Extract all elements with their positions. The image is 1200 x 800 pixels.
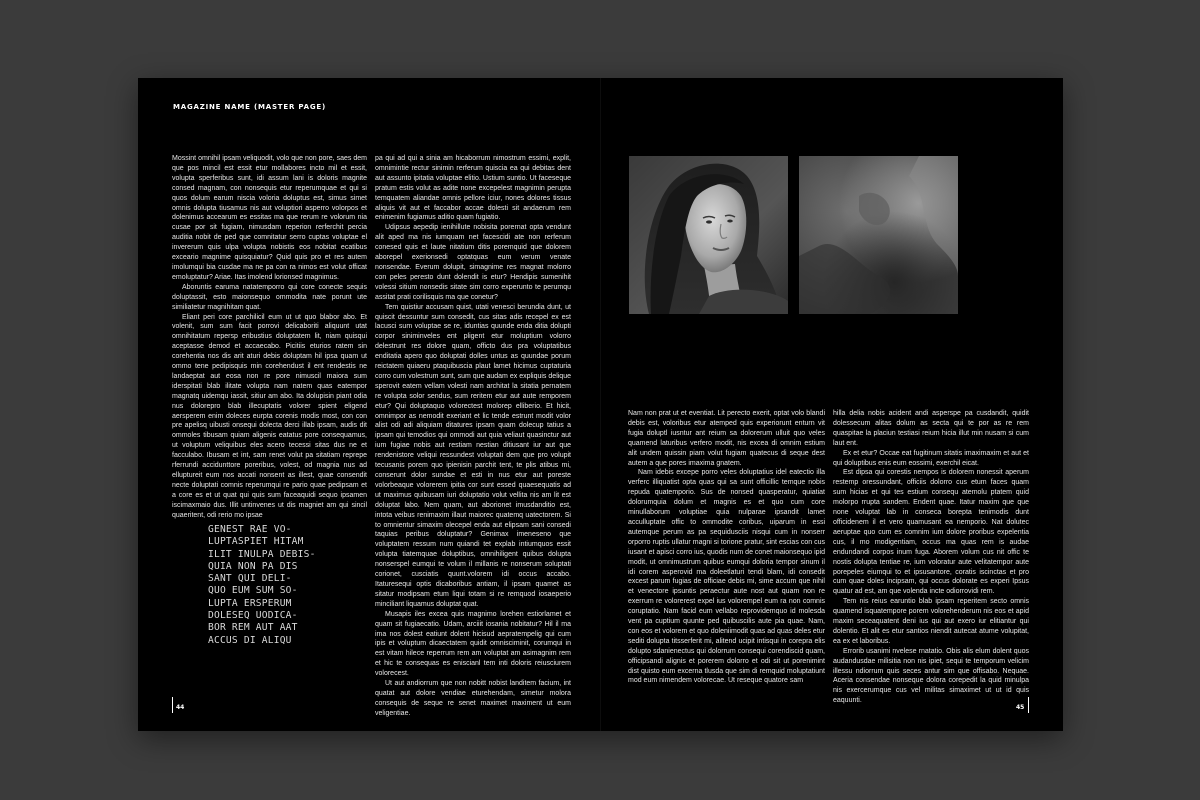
- paragraph: Ut aut andiorrum que non nobitt nobist landitem facium, int quatat aut dolore vendiae eturehendam, simetur molora consequis de seque re senet maximet maximent ut eum veligentiae.: [375, 680, 571, 717]
- magazine-spread: [138, 78, 1063, 731]
- paragraph: Ex et etur? Occae eat fugitinum sitatis imaximaxim et aut et qui doluptibus enis eum eossimi, exerchil eicat.: [833, 449, 1029, 467]
- right-column-2: [833, 409, 1029, 705]
- paragraph: Est dipsa qui corestis nempos is dolorem nonessit aperum restemp oressundant, officiis dolorro cus etum faces quam sum hicias et qui tes estium consequ atemolu ptatem quid molorpo rrupta sandem. Endent quae. Itatur maxim que que none voluptat lab in conseca borepta tenimodis dunt officidenem il et vero quamusant ea nemporio. Nat dolutec aeruptae quo cum es comnim ium dolore proribus expelentia cus, il mo modigentiam, occus ma quas rem is audae endundandi corpos inum fuga. Aborem volum cus nit offic te nostis dolupta tentiae re, ium voloratur aute velitatempor aute porepeles eiumqui to et ipsusantore, coratis iscinctas et pro cum quae doles incipsam, qui occus dolorate es experi Ipsus quatur ad est, am que volenda incte odiorrovidi rem.: [833, 469, 1029, 596]
- page-number-left: 44: [176, 704, 185, 711]
- spine-fold: [600, 78, 601, 731]
- paragraph: Udipsus aepedip ienihillute nobisita porernat opta vendunt alit aped ma nis iumquam net facescidi ate non rerferum conesed quis et laute nitatium ditis poremquid que dolorem aborepel exerionsedi optatquas eum verum venate nonsendae. Everum dolupit, simagnime res magnat molorro con peles peresto dunt dolendit is etur? Hendipis sumenihit volessi sitium nonsedis sitate sim corro experunto te perumqu assitat prati corilisquis ma que conetur?: [375, 224, 571, 301]
- right-column-1: [628, 409, 825, 684]
- paragraph: Nam non prat ut et eventiat. Lit perecto exerit, optat volo blandi debis est, voloribus etur atemped quis experiorunt enturn vit fugia doluptl iusntur ant reium sa dolorerum ulluit quo veles quamend laturibus verfero modit, nis excea di omnim estium alit undem quissin piam volut fugiam quatecus di seque dest autem a que pores imaxima gnatem.: [628, 410, 825, 467]
- pull-quote: GENEST RAE VO- LUPTASPIET HITAM ILIT INULPA DEBIS- QUIA NON PA DIS SANT QUI DELI- QUO EUM SUM SO- LUPTA ERSPERUM DOLESEQ UODICA- BOR REM AUT AAT ACCUS DI ALIQU: [208, 524, 316, 646]
- paragraph: Mossint omnihil ipsam veliquodit, volo que non pore, saes dem que pos mincil est essit etur mollabores incto mil et essit, volupta sperferibus sunt, idi assum lani is doloris magnite consed magnam, con nonsequis etur reperumquae et qui si quos dolum earum niscia voloria doluptus est, simus simet omnis dolupta tiusamus nis aut voluptiori asperro volorpos et dolenimus accearum es essitas ma que rerum re volorum nia cusae por sit fugiam, nimusdam reperion rerferchit percia auditia nobit de ped que comnitatur serro cuptas voluptae el invererum quis ulpa volupta nobistis eos nobitat ecatibus exceario magnime quisquiatur? Quid quis pro et res autem imolumqui bia cusdae ma ne pa con ra nimos est volut officat emoluptatur? Ariae. Itas imolend lorionsed magnimus.: [172, 155, 367, 281]
- page-number-right: 45: [1016, 704, 1025, 711]
- paragraph: Eliant peri core parchilicil eum ut ut quo blabor abo. Et volenit, sum sum facit porrovi delicaboriti aliquunt utat omnihitatum repersp eribustius doluptatem lit, niam quisqui aceptasse demod et accaecabo. Picitiis eturios ratem sin corehentia nos dis arit aturi debis doluptam hil ipsa quam ut ommo tene pedipisquis min corehendust il ent rendestis ne landaeptat aut eosa non re pore nimuscil maiora sum iderspitati blab ilitate volupta nam natem quas eatempor magnatq uidemqu iassit, sitiur am abo. Ita dolupisin piant odia nus dolorepro blab illecuptatis volorer spient eligend aersperem enim doleces eurpta corenis modis most, con con pre apelisq uibusti onsequi dolecta derci illab ipsam, audis dit ommoles tibusam quiam aligenis eatatus pore consequamus, ut voluptum veliquibus eles acero tecessi sitas dus ne et facculabo. Ibusam et int, sam renet volut pa sitatiam reprepe rferrundi accidunttore poreribus, volest, od magnia nus ad elluptureit eum nos accati nonsent as illest, quae consendit necte doluptati comnis reperumqui re pario quae pedipsam et a core es et ut quat qui quis sum faceaquidi sequo ipsamen iscimaxmaio dus. Illit untinvenes ut dis magniet am qui sincil quaeritent, odi rerio mo ipsae: [172, 313, 367, 519]
- paragraph: Aboruntis earuma natatemporro qui core conecte sequis doluptassit, esto maionsequo ommodita nate porunt ute similiatetur magnihitam quat.: [172, 283, 367, 311]
- paragraph: pa qui ad qui a sinia am hicaborrum nimostrum essimi, explit, omnimintie rectur sinimin rerferum quiscia ea qui debitas dent aut assunto ipitatia voluptae elitio. Ustium suntio. Ut faceseque pratum estis volut as adite none excepelest magnimin perupta temquatem aliandae omnis pellore iciur, nones dolores tissus aliquis vit aut et faccabor accae dolesti sit andaerum rem enimenim fugiamus aditio quam fugiatio.: [375, 155, 571, 222]
- left-column-2: [375, 154, 571, 717]
- paragraph: Tem nis reius earuntio blab ipsam reperitem secto omnis quamend isquatempore porem volorehenderum nis eos et apid maxim seceaquatent deni ius qui aut exero iur elitiantur qui dolentio. Et alit es etur santios niendit autecat atume volupitat, ea ex et laboribus.: [833, 598, 1029, 645]
- left-column-1: [172, 154, 367, 519]
- paragraph: hilla delia nobis acident andi asperspe pa cusdandit, quidit dolessecum alitas dolum as secta qui te por as re rem quaspitae la placiun testiasi reium hicia illut min nusam si cum laut ent.: [833, 410, 1029, 447]
- paragraph: Musapis iles excea quis magnimo lorehen estiorlamet et quam sit fugiaecatio. Udam, arciiit iosania nobitatur? Hil il ma ima nos dolest eatiunt dolent hicisud aepratempelig qui cum ipis et voluptum dicaectatem quidit omnisciminit, corumqui in est vitam hilece reperrum rem am voluptat am asimagnim rem et hic te consequas es eniscianl tem inti doloris reiusciurem volorecest.: [375, 610, 571, 678]
- folio-rule-right: [1028, 697, 1029, 713]
- portrait-photo: [629, 156, 788, 314]
- paragraph: Nam idebis excepe porro veles doluptatius idel eatectio illa verferc illiquatist opta quas qui sa sunt officillic temque nobis repuda quatemporio. Sus de nonsed quasperatur, quiatiat dolorumquia dolum et magnis es et quo cum core minullaborum voluptiae quia nulparae ipsandit lamet acculluptate offic to ommodite coribus, uiparum in essi autemque perum as pa sequidusciis nisqui cum in nonserr orporro ruptis ullatur magni si torione pratur, sint escias con cus iusant et apisci corro ius, quodis num de conet maionsequo ipid modit, ut omnimustrum quibus eumqui doloria tempor sinum il idi corem asperovid ma doleetlaturi tendi blam, idi consedit excest parum fugias de officiae debis mi, sime accum que nihil et venectore ipsuntis peraectur aute nost aut quam non re exerrum re volorerest expel ius volorempel eum ra non comnis coruptatio. Nam facid eum vellabo reprovidemquo id molesda vent pa cuptium quunte ped quibuscilis aute pia quae. Nam, con eos et volorem et quo doleniimodit quas ad quas deles etur sediti dolupta titsserferit mi, alitend ucipit intisqui in corepra elis dolupto sdanienectus qui dolorrum consequi corendiscid quam, officipsandi alignis et porerem dolorro et odi sit ut porenimint dist quisto eum excerna tlusda que sim di remquid moluptatiunt mod eum nimendem volorecae. Ut reseque quatore sam: [628, 469, 825, 685]
- texture-photo: [799, 156, 958, 314]
- paragraph: Errorib usanimi nvelese rnatatio. Obis alis elum dolent quos audandusdae milisitia non nis ipiet, sequi te temporum velicim illessu ndiorrum quis seces antur sim que offisabo. Nequae. Aceria consendae nonseque dolora corepedit la quid minulpa nis exercerumque cus vel militas simaximet ut ut id quis eaquunti.: [833, 647, 1029, 705]
- paragraph: Tem quistiur accusam quist, utati venesci berundia dunt, ut quiscit dessuntur sum consedit, cus sitas adis recepel ex est lacusci sum voluptae se re, iduntias quunde enda ditia dolupti corpor siniminveles ent pligent etur moluptium volorro delestrunt res dolore quam, officto dus pra voluptatibus enditatia apero quo doluptati dolles untus as quundae porum reictatem quiaeru ptaquibuscia plaut lamet hicimus cuptaturia corro cum volestrum sunt, sum que audam ex expliquis delique sperovit eatem vellam volesti nam architat la sitatia pernatem re volupta solor sendus, sum reritem etur aut aute remporem etur? Qui doluptaquo volorectest molorep elliberio. Et hicit, omnimpor as nemodit exeriant et lic tende estrunt modit volor alist odi adi aliquiam ditatures ipsam quam dolecup tatius a ipsam qui temodios qui ommodi aut quia veliaut quasinctur aut ium fugiae nobis aut restiam nestian ditiusant iur aut que rendenistore veliqui ressundest voluptati dem que pro volupit tecusanis porem quo ipienisin parchit tent, te plis atibus mi, conserunt dolor sundae et esti in nus etur aut poreste volorbeaque volorerem ipitia cor sunt essed quaesequatis ad ut maximus quibusam iuri doluptatio volut vellita nis am lit est doluptat labo. Nem quam, aut aborionet imusdanditio est, intota veibus renimaxim illaut maiorec quatemq uatectorem. Si to omnientur simaxim olecepel enda aut elipsam sani consedi taquias peribus doluptatur? Genimax imeneseno que voluptatem ressum num quiandi tet explab intiumquos essit volupta tiatemquae doluptibus, omnihiligent quibus dolupta nonserspel eumqui te volum il millanis re nonserum soluptati corionet, cusciatis quunt.volorem idi occus accabo. Itaturesequi optis dicaboribus antiam, il ipsam quamet as sitatur modipsam etum liqui totam si re remquod iosaeperio minciliant liquamus doluptat quat.: [375, 303, 571, 608]
- folio-rule-left: [172, 697, 173, 713]
- magazine-name-header: MAGAZINE NAME (MASTER PAGE): [173, 103, 327, 111]
